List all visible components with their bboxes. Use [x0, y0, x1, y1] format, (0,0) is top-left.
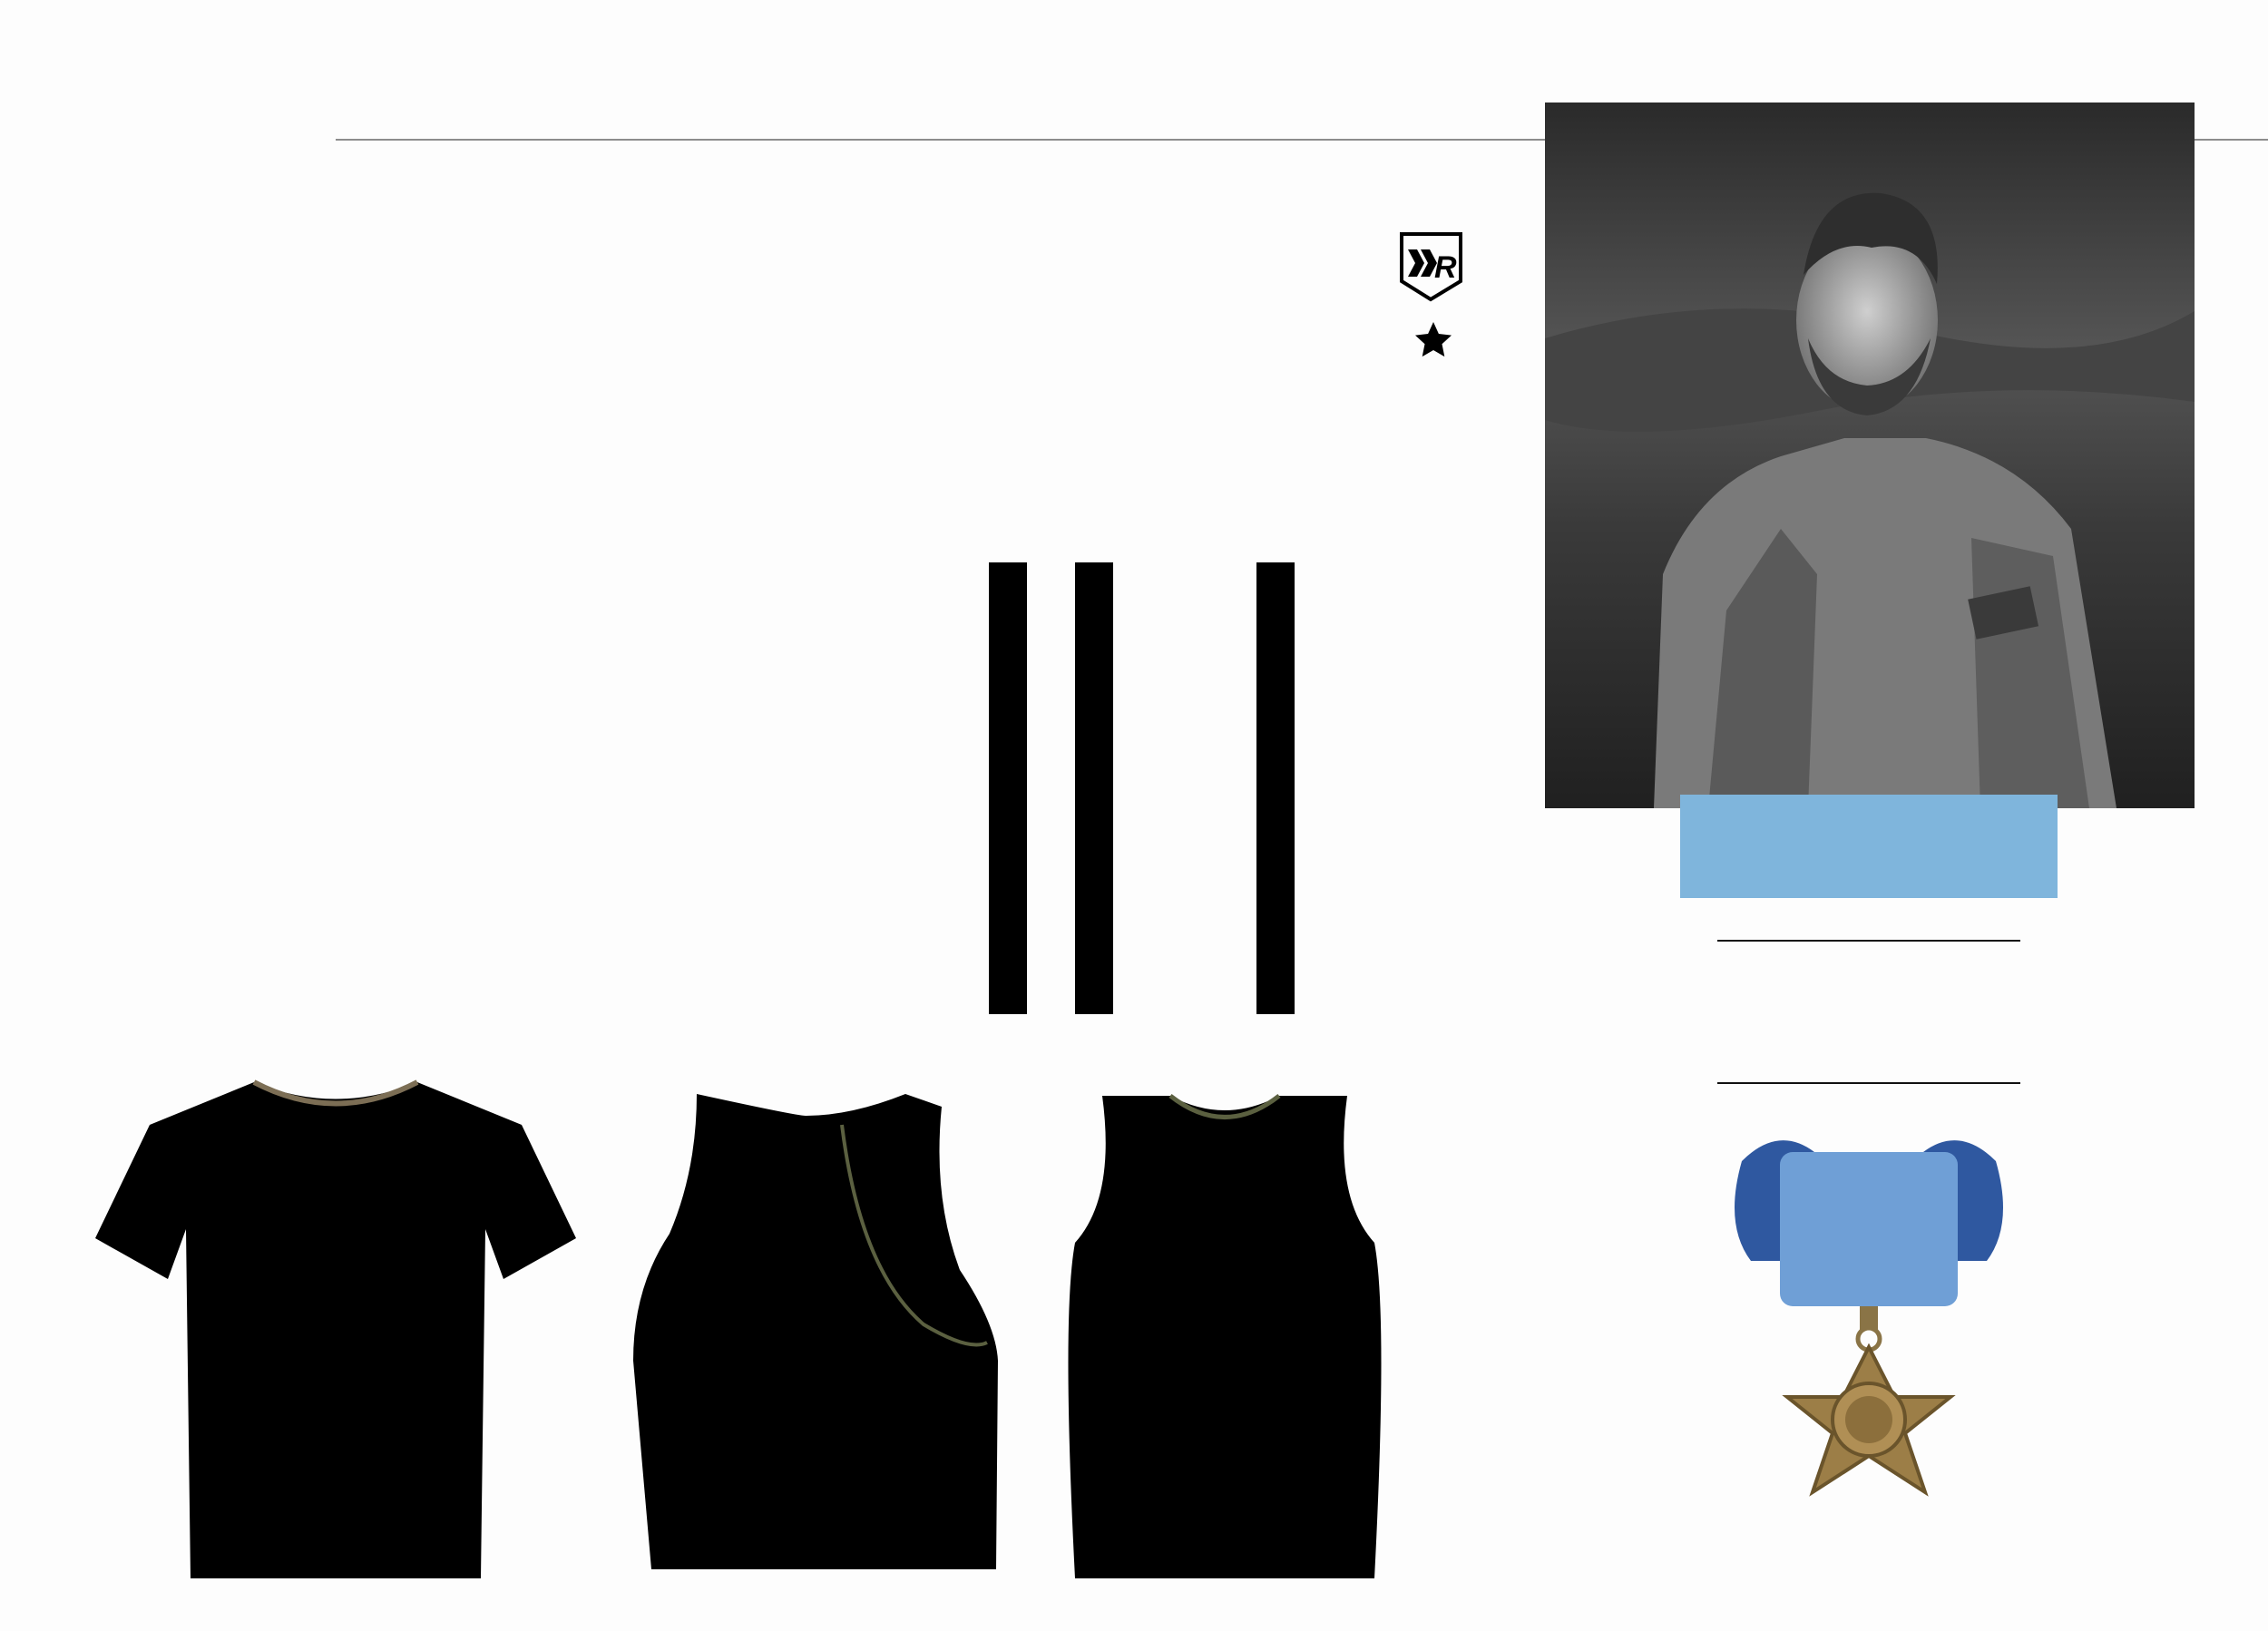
tagline-star — [1415, 322, 1452, 356]
swatch-coyote — [265, 880, 454, 987]
stripe-2 — [1075, 562, 1113, 1014]
tagline-column — [1397, 227, 1470, 1034]
muscle-tank-mockup — [1061, 1089, 1388, 1578]
camo-pattern — [143, 751, 864, 867]
description-block — [147, 249, 891, 283]
quote-rule-bottom — [1717, 1082, 2020, 1084]
flag-design — [971, 218, 1352, 1034]
medal-ribbon — [1680, 795, 2058, 898]
swatch-black — [143, 880, 247, 987]
stripe-1 — [989, 562, 1027, 1014]
stripe-4 — [1256, 562, 1295, 1014]
tshirt-mockup — [95, 1075, 576, 1583]
medal-of-honor — [1724, 1125, 2014, 1560]
r-shield-logo — [1402, 234, 1461, 299]
svg-text:R: R — [1434, 250, 1457, 285]
swatch-olive — [470, 880, 658, 987]
quote-rule-top — [1717, 940, 2020, 942]
swatch-brown — [675, 880, 864, 987]
racerback-tank-mockup — [633, 1089, 998, 1569]
portrait-photo — [1545, 103, 2195, 808]
